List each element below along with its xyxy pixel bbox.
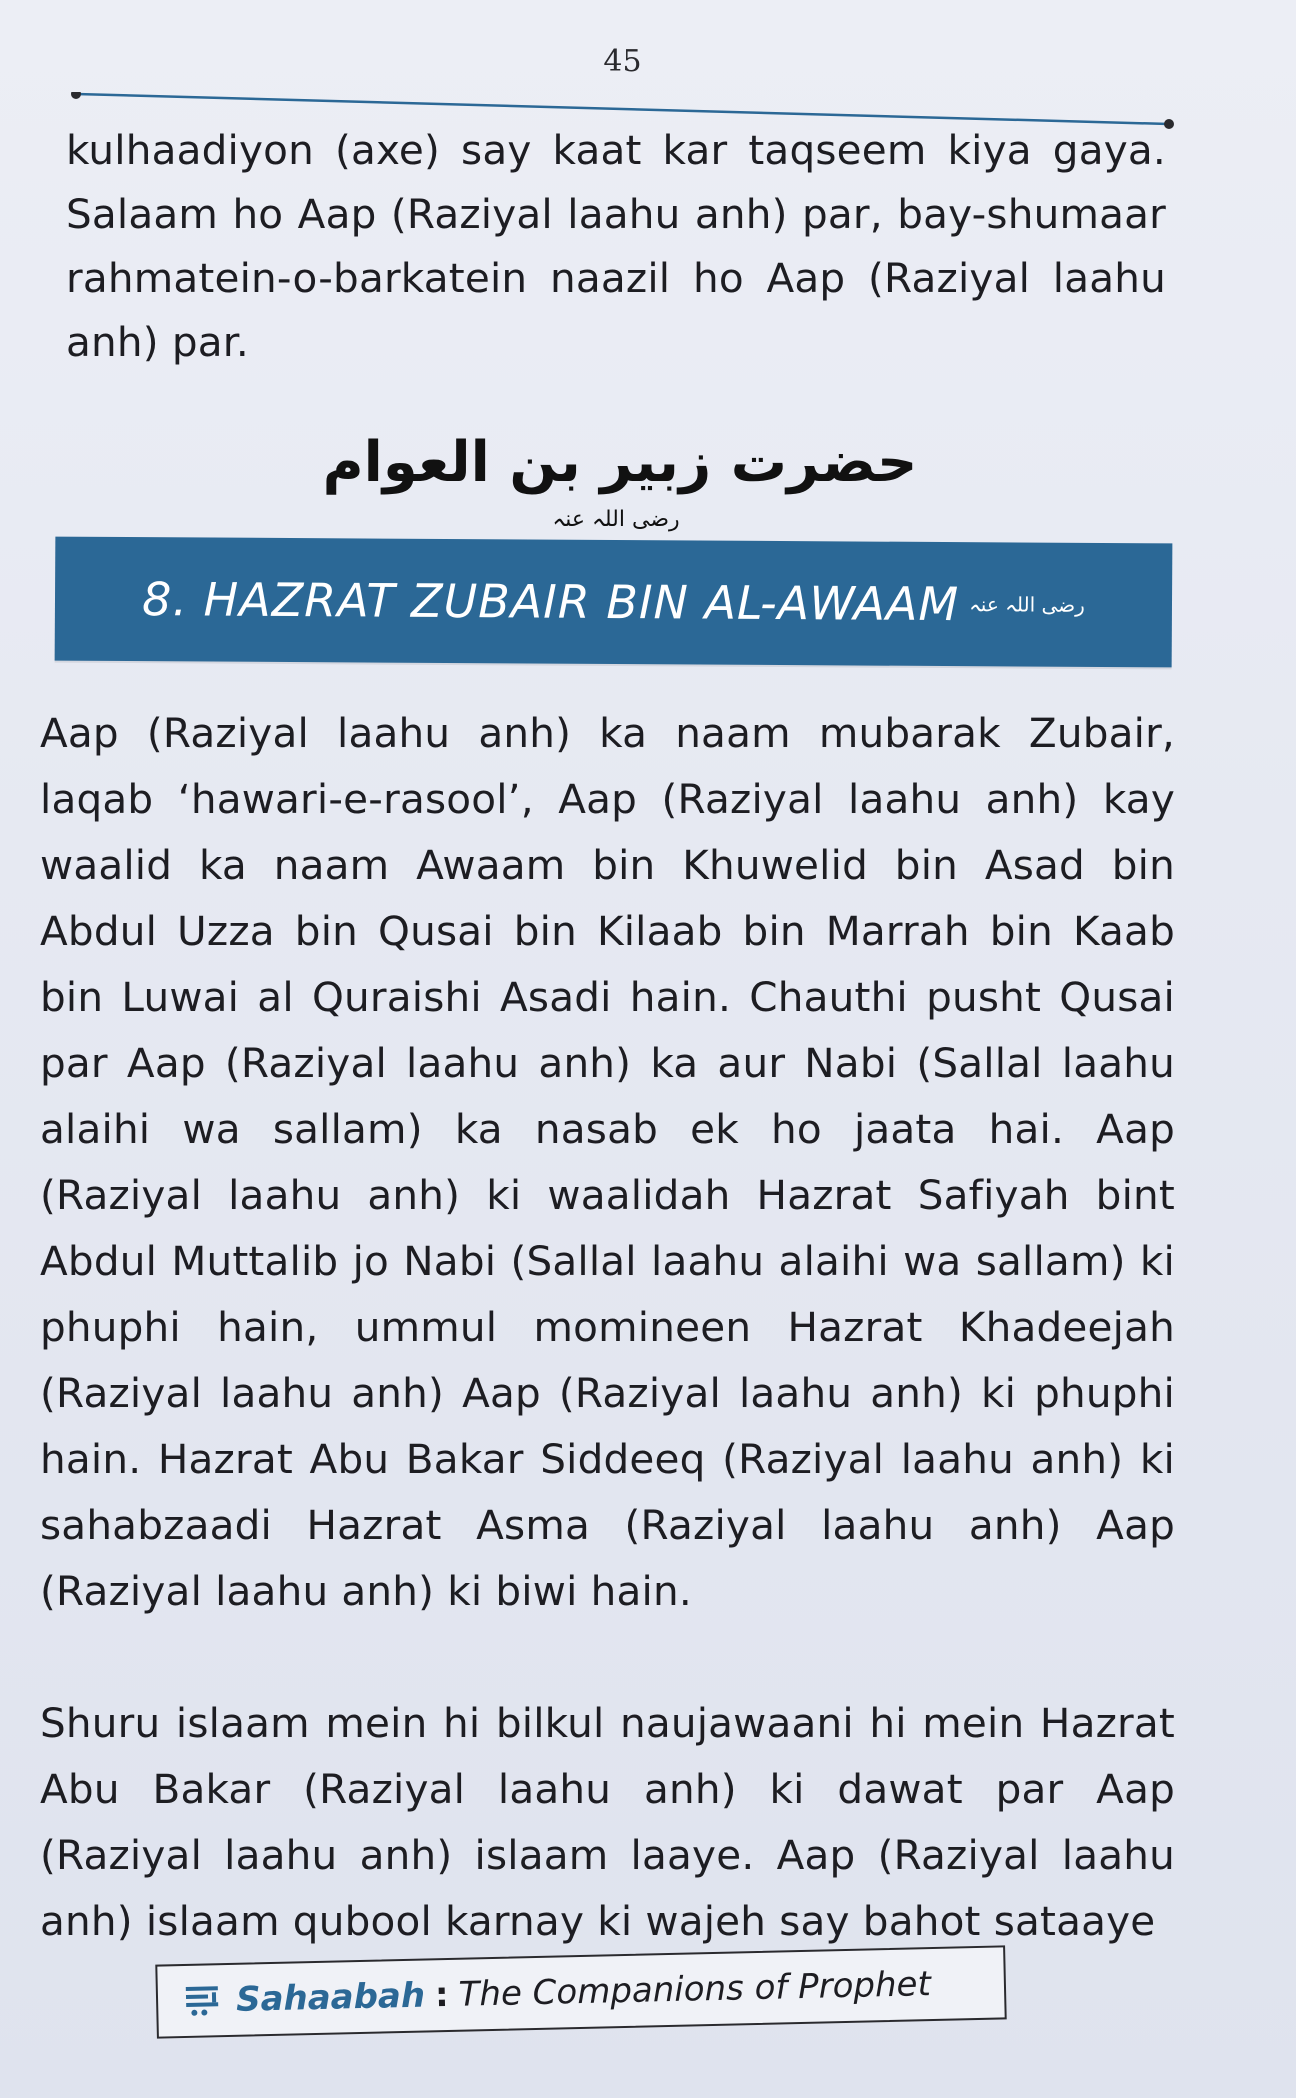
section-honorific: رضی اللہ عنہ bbox=[969, 592, 1085, 617]
page-number: 45 bbox=[603, 44, 642, 79]
section-title: 8. HAZRAT ZUBAIR BIN AL-AWAAM bbox=[141, 572, 960, 632]
arabic-heading-text: حضرت زبیر بن العوام bbox=[322, 430, 918, 495]
paragraph-lineage: Aap (Raziyal laahu anh) ka naam mubarak Zubair, laqab ‘hawari-e-rasool’, Aap (Raziyal laahu anh) kay waalid ka naam Awaam bin Khuwelid bin Asad bin Abdul Uzza bin Qusai bin Kilaab bin Marrah bin Kaab bin Luwai al Quraishi Asadi hain. Chauthi pusht Qusai par Aap (Raziyal laahu anh) ka aur Nabi (Sallal laahu alaihi wa sallam) ka nasab ek ho jaata hai. Aap (Raziyal laahu anh) ki waalidah Hazrat Safiyah bint Abdul Muttalib jo Nabi (Sallal laahu alaihi wa sallam) ki phuphi hain, ummul momineen Hazrat Khadeejah (Raziyal laahu anh) Aap (Raziyal laahu anh) ki phuphi hain. Hazrat Abu Bakar Siddeeq (Raziyal laahu anh) ki sahabzaadi Hazrat Asma (Raziyal laahu anh) Aap (Raziyal laahu anh) ki biwi hain. bbox=[40, 709, 1175, 1615]
book-footer bbox=[155, 1945, 1006, 2038]
footer-separator: : bbox=[434, 1975, 450, 2016]
footer-title: Sahaabah bbox=[235, 1975, 426, 2020]
paragraph-conversion: Shuru islaam mein hi bilkul naujawaani hi mein Hazrat Abu Bakar (Raziyal laahu anh) ki dawat par Aap (Raziyal laahu anh) islaam laaye. Aap (Raziyal laahu anh) islaam qubool karnay ki wajeh say bahot sataaye bbox=[40, 1699, 1175, 1945]
arabic-honorific: رضی اللہ عنہ bbox=[552, 507, 680, 533]
book-title-icon bbox=[182, 1980, 223, 2021]
footer-subtitle: The Companions of Prophet bbox=[458, 1964, 932, 2015]
section-banner bbox=[55, 537, 1173, 668]
paragraph-intro: kulhaadiyon (axe) say kaat kar taqseem kiya gaya. Salaam ho Aap (Raziyal laahu anh) par, bay-shumaar rahmatein-o-barkatein naazil ho Aap (Raziyal laahu anh) par. bbox=[66, 126, 1166, 366]
